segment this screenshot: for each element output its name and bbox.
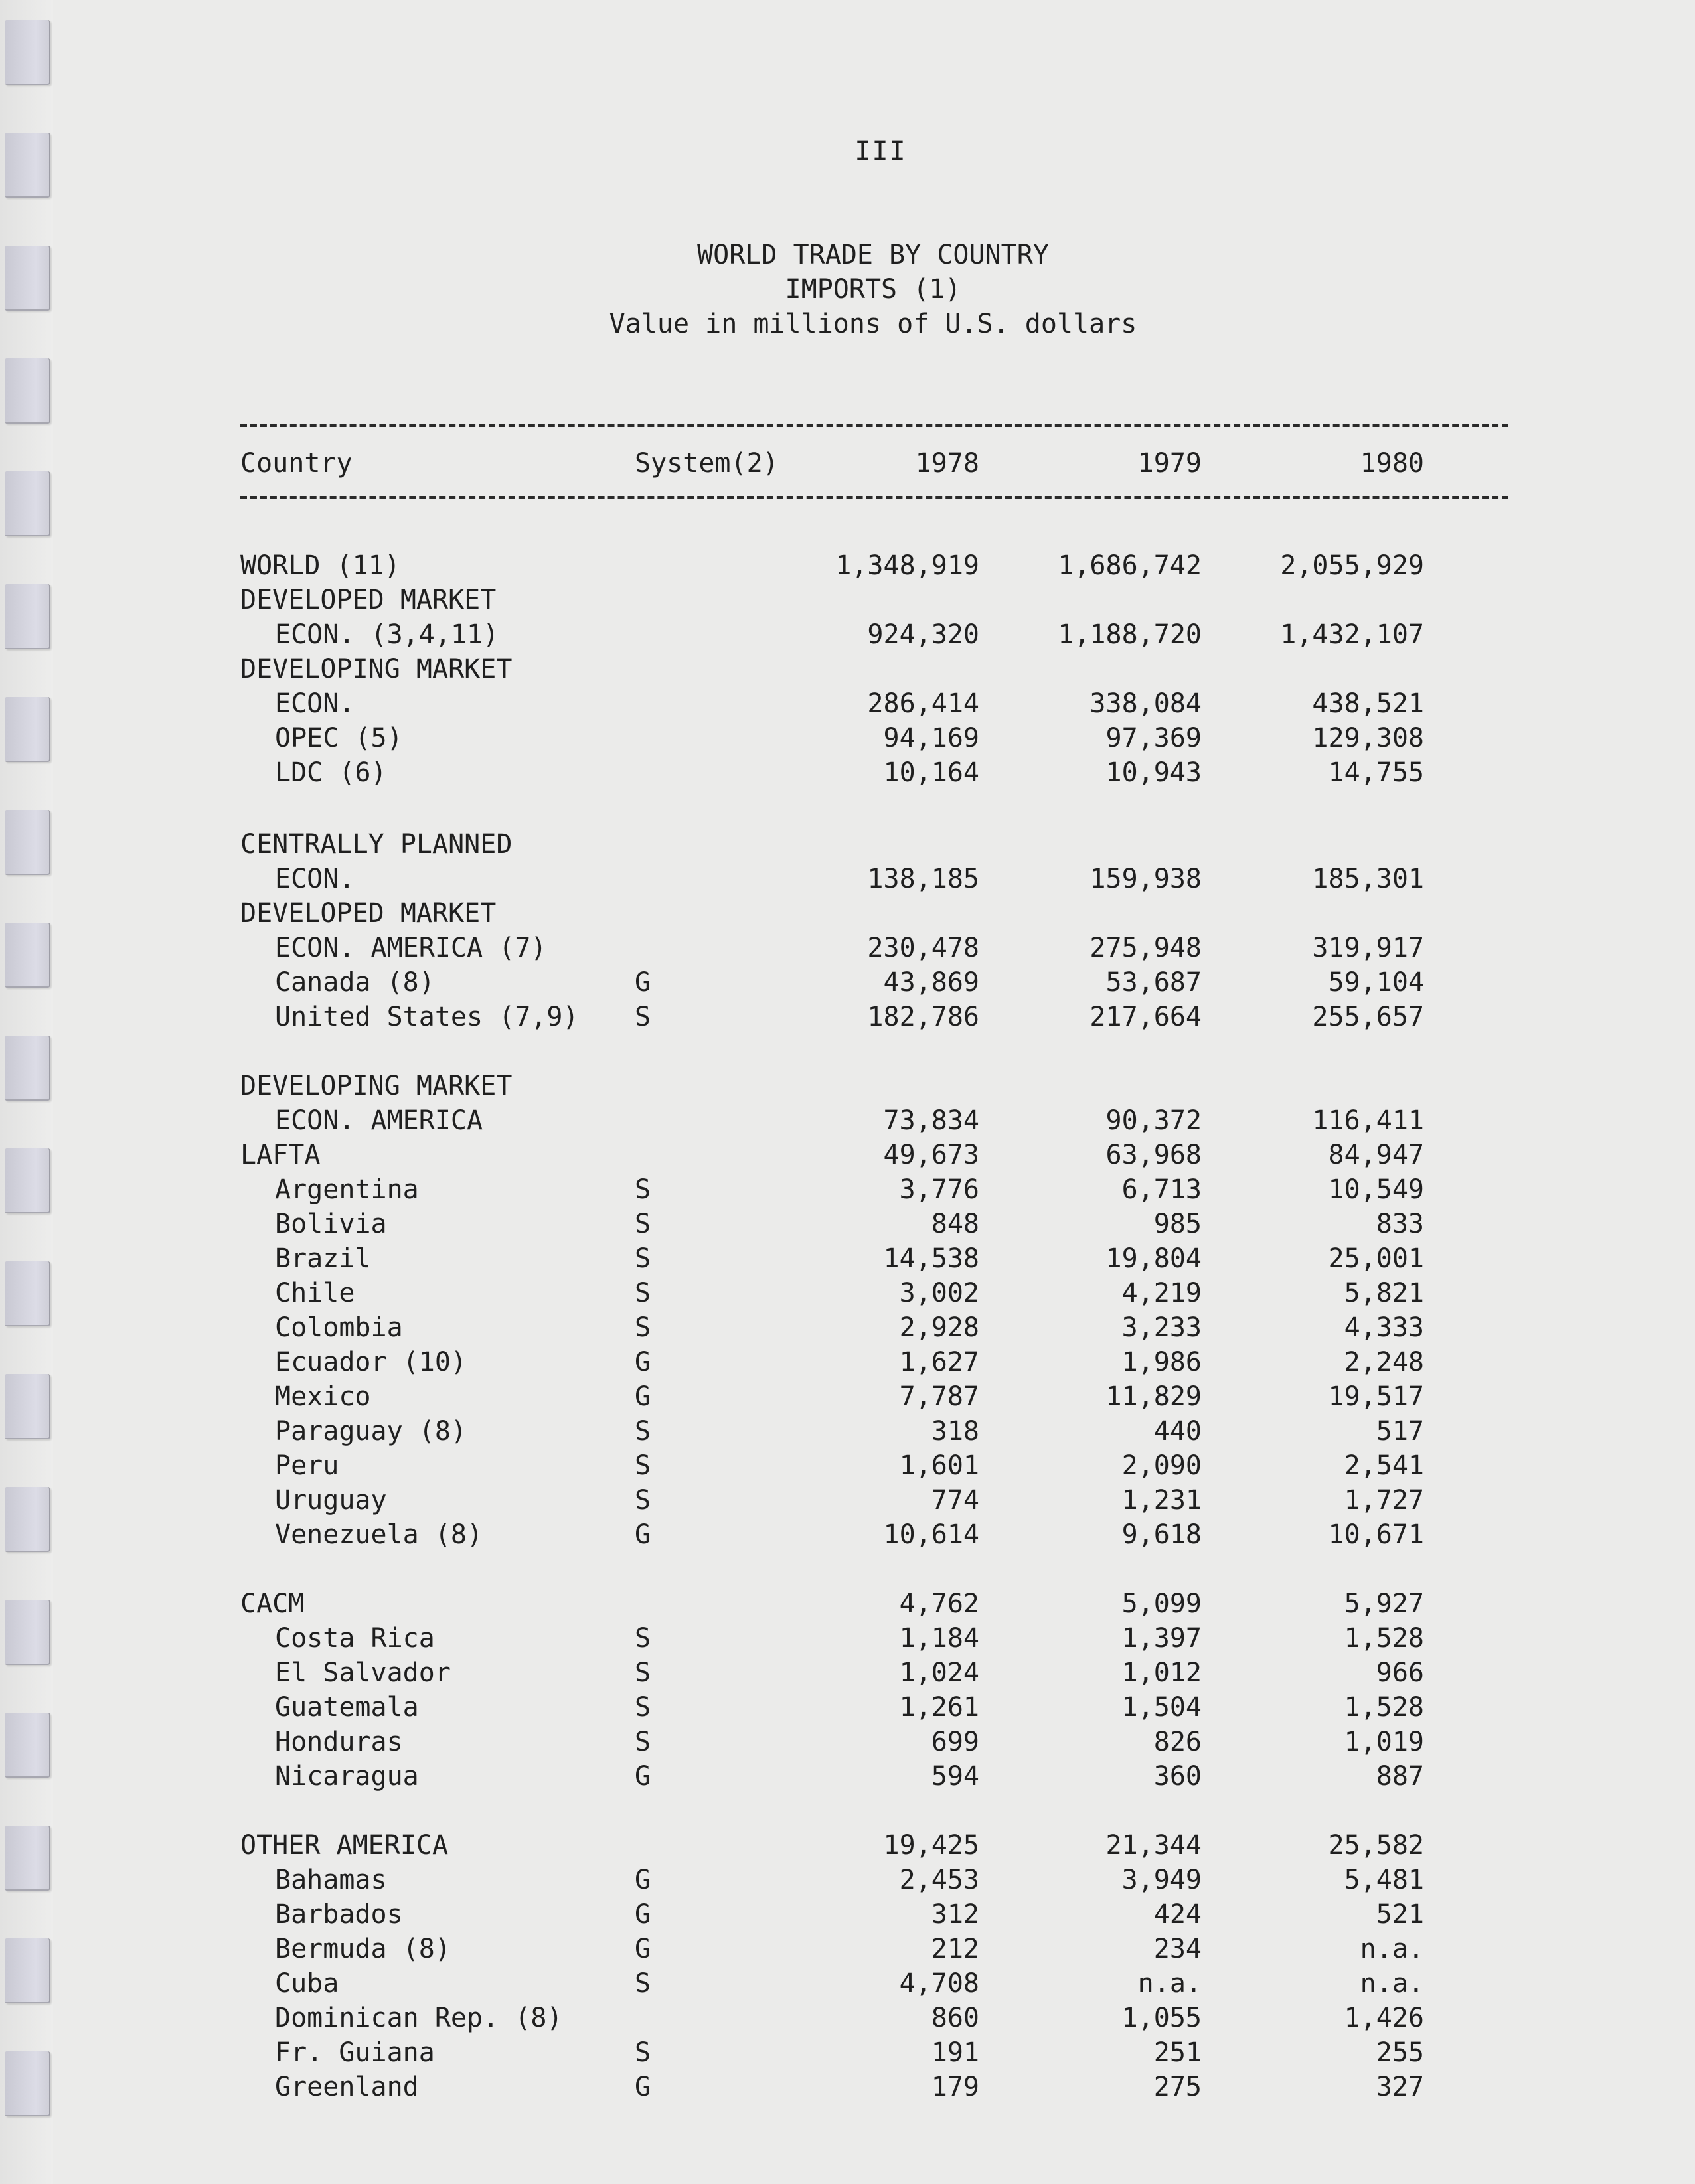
value-1980-cell: 1,727 <box>1344 1485 1424 1516</box>
value-1979-cell: 275 <box>1153 2072 1202 2102</box>
value-1978-cell: 860 <box>931 2003 979 2033</box>
value-1980-cell: 10,671 <box>1328 1520 1424 1550</box>
table-row <box>0 1276 1695 1310</box>
value-1980-cell: 255,657 <box>1312 1002 1424 1032</box>
system-cell: G <box>635 1347 651 1377</box>
table-row <box>0 1069 1695 1103</box>
value-1979-cell: 826 <box>1153 1727 1202 1757</box>
value-1980-cell: 2,248 <box>1344 1347 1424 1377</box>
country-cell: ECON. (3,4,11) <box>275 619 499 650</box>
country-cell: El Salvador <box>275 1658 451 1688</box>
value-1978-cell: 3,776 <box>899 1174 979 1205</box>
table-row <box>0 1207 1695 1241</box>
system-cell: G <box>635 2072 651 2102</box>
value-1978-cell: 43,869 <box>883 967 979 998</box>
value-1979-cell: 440 <box>1153 1416 1202 1446</box>
value-1979-cell: 275,948 <box>1090 933 1202 963</box>
value-1979-cell: 90,372 <box>1105 1105 1202 1136</box>
table-row <box>0 1138 1695 1172</box>
system-cell: G <box>635 1865 651 1895</box>
value-1978-cell: 1,184 <box>899 1623 979 1654</box>
value-1979-cell: 338,084 <box>1090 688 1202 719</box>
country-cell: ECON. AMERICA (7) <box>275 933 547 963</box>
table-row <box>0 1241 1695 1276</box>
country-cell: Brazil <box>275 1243 371 1274</box>
country-cell: LDC (6) <box>275 757 387 788</box>
value-1980-cell: 319,917 <box>1312 933 1424 963</box>
value-1978-cell: 1,261 <box>899 1692 979 1723</box>
value-1978-cell: 14,538 <box>883 1243 979 1274</box>
value-1979-cell: 1,012 <box>1121 1658 1202 1688</box>
header-1979: 1979 <box>1137 448 1202 479</box>
country-cell: CENTRALLY PLANNED <box>240 829 513 860</box>
table-row <box>0 1932 1695 1966</box>
country-cell: OTHER AMERICA <box>240 1830 449 1861</box>
table-header <box>0 446 1695 481</box>
value-1978-cell: 1,024 <box>899 1658 979 1688</box>
table-row <box>0 1725 1695 1759</box>
value-1980-cell: 25,582 <box>1328 1830 1424 1861</box>
value-1980-cell: 966 <box>1376 1658 1424 1688</box>
value-1978-cell: 10,164 <box>883 757 979 788</box>
system-cell: S <box>635 1968 651 1999</box>
table-row <box>0 1000 1695 1034</box>
binding-tab <box>5 246 50 311</box>
value-1979-cell: 53,687 <box>1105 967 1202 998</box>
value-1978-cell: 924,320 <box>867 619 979 650</box>
value-1979-cell: n.a. <box>1137 1968 1202 1999</box>
table-row <box>0 1587 1695 1621</box>
system-cell: S <box>635 1002 651 1032</box>
system-cell: G <box>635 1899 651 1930</box>
value-1980-cell: 521 <box>1376 1899 1424 1930</box>
value-1978-cell: 699 <box>931 1727 979 1757</box>
value-1979-cell: 1,055 <box>1121 2003 1202 2033</box>
table-row <box>0 1172 1695 1207</box>
country-cell: Colombia <box>275 1312 403 1343</box>
value-1979-cell: 3,949 <box>1121 1865 1202 1895</box>
country-cell: Peru <box>275 1450 339 1481</box>
value-1978-cell: 594 <box>931 1761 979 1792</box>
country-cell: DEVELOPING MARKET <box>240 654 513 684</box>
title-line-1: WORLD TRADE BY COUNTRY <box>697 240 1049 270</box>
country-cell: ECON. <box>275 688 355 719</box>
value-1978-cell: 49,673 <box>883 1140 979 1170</box>
value-1980-cell: 25,001 <box>1328 1243 1424 1274</box>
country-cell: Barbados <box>275 1899 403 1930</box>
value-1980-cell: 116,411 <box>1312 1105 1424 1136</box>
country-cell: Mexico <box>275 1381 371 1412</box>
value-1979-cell: 217,664 <box>1090 1002 1202 1032</box>
table-row <box>0 1414 1695 1448</box>
value-1980-cell: 4,333 <box>1344 1312 1424 1343</box>
value-1978-cell: 138,185 <box>867 864 979 894</box>
header-1978: 1978 <box>915 448 979 479</box>
table-row <box>0 2035 1695 2070</box>
system-cell: S <box>635 1658 651 1688</box>
value-1980-cell: 84,947 <box>1328 1140 1424 1170</box>
value-1979-cell: 234 <box>1153 1934 1202 1964</box>
value-1978-cell: 73,834 <box>883 1105 979 1136</box>
table-row <box>0 1759 1695 1794</box>
binding-tab <box>5 471 50 536</box>
table-row <box>0 896 1695 931</box>
table-row <box>0 1518 1695 1552</box>
country-cell: Honduras <box>275 1727 403 1757</box>
table-row <box>0 1690 1695 1725</box>
country-cell: Dominican Rep. (8) <box>275 2003 563 2033</box>
value-1978-cell: 191 <box>931 2037 979 2068</box>
table-row <box>0 965 1695 1000</box>
table-row <box>0 1103 1695 1138</box>
value-1978-cell: 1,601 <box>899 1450 979 1481</box>
table-row <box>0 652 1695 686</box>
value-1980-cell: 129,308 <box>1312 723 1424 753</box>
country-cell: Greenland <box>275 2072 419 2102</box>
value-1978-cell: 848 <box>931 1209 979 1239</box>
country-cell: WORLD (11) <box>240 550 400 581</box>
value-1980-cell: 1,528 <box>1344 1623 1424 1654</box>
table-row <box>0 827 1695 862</box>
value-1979-cell: 360 <box>1153 1761 1202 1792</box>
system-cell: G <box>635 967 651 998</box>
value-1980-cell: 185,301 <box>1312 864 1424 894</box>
system-cell: S <box>635 1416 651 1446</box>
country-cell: Uruguay <box>275 1485 387 1516</box>
table-row <box>0 1310 1695 1345</box>
country-cell: Venezuela (8) <box>275 1520 483 1550</box>
value-1979-cell: 6,713 <box>1121 1174 1202 1205</box>
title-line-3: Value in millions of U.S. dollars <box>609 309 1137 339</box>
value-1979-cell: 985 <box>1153 1209 1202 1239</box>
country-cell: Bermuda (8) <box>275 1934 451 1964</box>
table-row <box>0 1863 1695 1897</box>
value-1978-cell: 286,414 <box>867 688 979 719</box>
value-1978-cell: 182,786 <box>867 1002 979 1032</box>
value-1980-cell: 2,055,929 <box>1280 550 1424 581</box>
value-1979-cell: 19,804 <box>1105 1243 1202 1274</box>
value-1980-cell: 1,426 <box>1344 2003 1424 2033</box>
system-cell: S <box>635 1209 651 1239</box>
value-1978-cell: 212 <box>931 1934 979 1964</box>
value-1978-cell: 7,787 <box>899 1381 979 1412</box>
title-line-2: IMPORTS (1) <box>785 274 961 305</box>
system-cell: S <box>635 1278 651 1308</box>
value-1979-cell: 11,829 <box>1105 1381 1202 1412</box>
value-1980-cell: 14,755 <box>1328 757 1424 788</box>
header-system: System(2) <box>635 448 779 479</box>
value-1980-cell: 255 <box>1376 2037 1424 2068</box>
value-1978-cell: 230,478 <box>867 933 979 963</box>
value-1978-cell: 312 <box>931 1899 979 1930</box>
value-1979-cell: 1,231 <box>1121 1485 1202 1516</box>
value-1980-cell: 438,521 <box>1312 688 1424 719</box>
table-row <box>0 1379 1695 1414</box>
value-1979-cell: 97,369 <box>1105 723 1202 753</box>
country-cell: Canada (8) <box>275 967 435 998</box>
value-1979-cell: 1,986 <box>1121 1347 1202 1377</box>
table-row <box>0 1656 1695 1690</box>
value-1979-cell: 1,397 <box>1121 1623 1202 1654</box>
table-row <box>0 583 1695 617</box>
country-cell: ECON. <box>275 864 355 894</box>
value-1978-cell: 2,928 <box>899 1312 979 1343</box>
system-cell: S <box>635 1623 651 1654</box>
value-1980-cell: 5,481 <box>1344 1865 1424 1895</box>
value-1979-cell: 159,938 <box>1090 864 1202 894</box>
system-cell: G <box>635 1520 651 1550</box>
table-row <box>0 617 1695 652</box>
system-cell: S <box>635 1485 651 1516</box>
header-1980: 1980 <box>1360 448 1424 479</box>
country-cell: Guatemala <box>275 1692 419 1723</box>
value-1980-cell: 1,432,107 <box>1280 619 1424 650</box>
table-row <box>0 548 1695 583</box>
value-1979-cell: 251 <box>1153 2037 1202 2068</box>
value-1979-cell: 63,968 <box>1105 1140 1202 1170</box>
system-cell: S <box>635 1243 651 1274</box>
system-cell: S <box>635 1174 651 1205</box>
value-1978-cell: 318 <box>931 1416 979 1446</box>
table-title <box>495 238 1251 341</box>
value-1978-cell: 1,348,919 <box>835 550 979 581</box>
value-1980-cell: 5,821 <box>1344 1278 1424 1308</box>
country-cell: LAFTA <box>240 1140 321 1170</box>
country-cell: United States (7,9) <box>275 1002 579 1032</box>
value-1980-cell: 327 <box>1376 2072 1424 2102</box>
binding-tab <box>5 20 50 85</box>
country-cell: Chile <box>275 1278 355 1308</box>
system-cell: S <box>635 1450 651 1481</box>
value-1979-cell: 424 <box>1153 1899 1202 1930</box>
page-number: III <box>854 136 907 167</box>
country-cell: DEVELOPED MARKET <box>240 585 497 615</box>
country-cell: Ecuador (10) <box>275 1347 467 1377</box>
table-row <box>0 1966 1695 2001</box>
table-row <box>0 1828 1695 1863</box>
value-1979-cell: 3,233 <box>1121 1312 1202 1343</box>
value-1979-cell: 1,686,742 <box>1058 550 1202 581</box>
value-1980-cell: 517 <box>1376 1416 1424 1446</box>
table-row <box>0 1345 1695 1379</box>
table-row <box>0 686 1695 721</box>
table-row <box>0 721 1695 755</box>
table-row <box>0 2070 1695 2104</box>
table-row <box>0 755 1695 790</box>
table-row <box>0 1897 1695 1932</box>
value-1979-cell: 21,344 <box>1105 1830 1202 1861</box>
value-1978-cell: 774 <box>931 1485 979 1516</box>
value-1980-cell: 887 <box>1376 1761 1424 1792</box>
value-1979-cell: 10,943 <box>1105 757 1202 788</box>
value-1978-cell: 4,708 <box>899 1968 979 1999</box>
value-1979-cell: 5,099 <box>1121 1589 1202 1619</box>
country-cell: Cuba <box>275 1968 339 1999</box>
system-cell: S <box>635 1727 651 1757</box>
value-1980-cell: 10,549 <box>1328 1174 1424 1205</box>
value-1980-cell: n.a. <box>1360 1968 1424 1999</box>
country-cell: Bahamas <box>275 1865 387 1895</box>
table-row <box>0 862 1695 896</box>
country-cell: CACM <box>240 1589 305 1619</box>
country-cell: Fr. Guiana <box>275 2037 435 2068</box>
value-1980-cell: 19,517 <box>1328 1381 1424 1412</box>
value-1979-cell: 1,504 <box>1121 1692 1202 1723</box>
value-1980-cell: 59,104 <box>1328 967 1424 998</box>
dashed-rule-top <box>240 424 1508 427</box>
value-1978-cell: 179 <box>931 2072 979 2102</box>
country-cell: DEVELOPED MARKET <box>240 898 497 929</box>
system-cell: G <box>635 1761 651 1792</box>
value-1980-cell: 1,528 <box>1344 1692 1424 1723</box>
country-cell: ECON. AMERICA <box>275 1105 483 1136</box>
header-country: Country <box>240 448 353 479</box>
country-cell: Bolivia <box>275 1209 387 1239</box>
value-1978-cell: 3,002 <box>899 1278 979 1308</box>
system-cell: S <box>635 1312 651 1343</box>
value-1979-cell: 2,090 <box>1121 1450 1202 1481</box>
system-cell: S <box>635 1692 651 1723</box>
value-1980-cell: 2,541 <box>1344 1450 1424 1481</box>
value-1980-cell: 1,019 <box>1344 1727 1424 1757</box>
binding-tab <box>5 358 50 424</box>
value-1978-cell: 1,627 <box>899 1347 979 1377</box>
country-cell: Argentina <box>275 1174 419 1205</box>
value-1978-cell: 19,425 <box>883 1830 979 1861</box>
country-cell: Nicaragua <box>275 1761 419 1792</box>
value-1979-cell: 9,618 <box>1121 1520 1202 1550</box>
value-1980-cell: 833 <box>1376 1209 1424 1239</box>
value-1978-cell: 4,762 <box>899 1589 979 1619</box>
dashed-rule-bottom <box>240 496 1508 499</box>
value-1979-cell: 1,188,720 <box>1058 619 1202 650</box>
table-row <box>0 2001 1695 2035</box>
value-1978-cell: 10,614 <box>883 1520 979 1550</box>
country-cell: Costa Rica <box>275 1623 435 1654</box>
system-cell: G <box>635 1381 651 1412</box>
country-cell: DEVELOPING MARKET <box>240 1071 513 1101</box>
value-1980-cell: 5,927 <box>1344 1589 1424 1619</box>
table-row <box>0 1483 1695 1518</box>
table-row <box>0 1621 1695 1656</box>
value-1978-cell: 94,169 <box>883 723 979 753</box>
country-cell: Paraguay (8) <box>275 1416 467 1446</box>
value-1979-cell: 4,219 <box>1121 1278 1202 1308</box>
system-cell: S <box>635 2037 651 2068</box>
value-1980-cell: n.a. <box>1360 1934 1424 1964</box>
value-1978-cell: 2,453 <box>899 1865 979 1895</box>
table-row <box>0 931 1695 965</box>
system-cell: G <box>635 1934 651 1964</box>
table-row <box>0 1448 1695 1483</box>
country-cell: OPEC (5) <box>275 723 403 753</box>
